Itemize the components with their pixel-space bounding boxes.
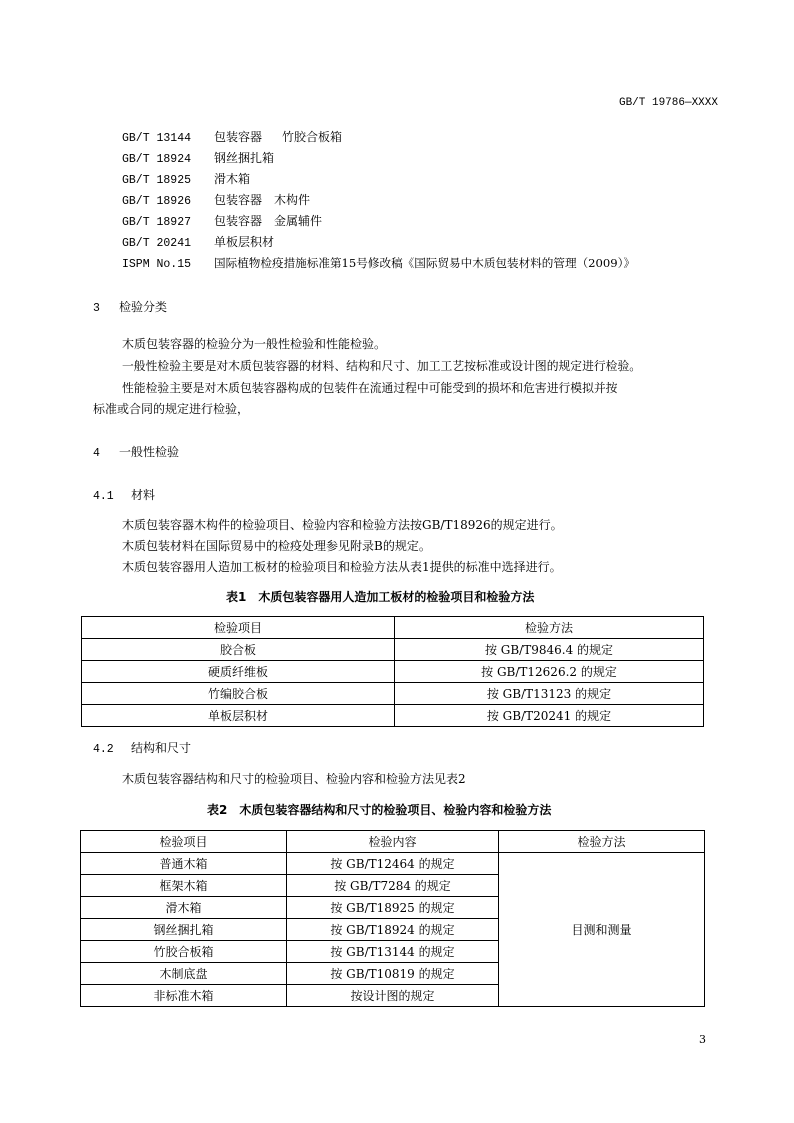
subsection-number: 4.2 bbox=[93, 743, 114, 756]
section-heading bbox=[93, 298, 167, 315]
paragraph: 木质包装容器用人造加工板材的检验项目和检验方法从表1提供的标准中选择进行。 bbox=[122, 560, 562, 574]
standard-code: ISPM No.15 bbox=[122, 258, 192, 271]
table-cell: 按 GB/T13144 的规定 bbox=[287, 941, 499, 963]
table-cell: 木制底盘 bbox=[81, 963, 287, 985]
table-cell: 胶合板 bbox=[82, 639, 395, 661]
section-title: 检验分类 bbox=[119, 300, 168, 314]
table-row bbox=[82, 683, 704, 705]
table-cell: 滑木箱 bbox=[81, 897, 287, 919]
paragraph: 一般性检验主要是对木质包装容器的材料、结构和尺寸、加工工艺按标准或设计图的规定进行检验。 bbox=[122, 359, 642, 373]
standard-code: GB/T 18924 bbox=[122, 153, 192, 166]
standard-item bbox=[122, 214, 322, 230]
standard-item bbox=[122, 193, 310, 209]
section-number: 3 bbox=[93, 302, 100, 315]
standard-code: GB/T 18925 bbox=[122, 174, 192, 187]
table-cell: 非标准木箱 bbox=[81, 985, 287, 1007]
standard-subtitle: 竹胶合板箱 bbox=[282, 130, 343, 144]
table-cell: 按 GB/T9846.4 的规定 bbox=[395, 639, 704, 661]
standard-code: GB/T 18927 bbox=[122, 216, 192, 229]
table-cell: 按 GB/T12626.2 的规定 bbox=[395, 661, 704, 683]
table-cell: 按 GB/T13123 的规定 bbox=[395, 683, 704, 705]
standard-code: GB/T 18926 bbox=[122, 195, 192, 208]
subsection-title: 材料 bbox=[131, 488, 156, 502]
paragraph: 木质包装材料在国际贸易中的检疫处理参见附录B的规定。 bbox=[122, 539, 431, 553]
table2 bbox=[80, 830, 705, 1007]
standard-code: GB/T 13144 bbox=[122, 132, 192, 145]
standard-code: GB/T 20241 bbox=[122, 237, 192, 250]
paragraph: 性能检验主要是对木质包装容器构成的包装件在流通过程中可能受到的损坏和危害进行模拟并按 bbox=[122, 381, 618, 395]
standard-title: 单板层积材 bbox=[214, 235, 275, 249]
standard-title: 包装容器 bbox=[214, 193, 263, 207]
table1-caption: 表1 木质包装容器用人造加工板材的检验项目和检验方法 bbox=[226, 590, 535, 604]
table-cell: 按 GB/T10819 的规定 bbox=[287, 963, 499, 985]
table-header-cell: 检验方法 bbox=[395, 617, 704, 639]
table-header-cell: 检验方法 bbox=[499, 831, 705, 853]
section-number: 4 bbox=[93, 447, 100, 460]
standard-title: 包装容器 bbox=[214, 214, 263, 228]
paragraph: 木质包装容器结构和尺寸的检验项目、检验内容和检验方法见表2 bbox=[122, 772, 466, 786]
table-cell: 竹编胶合板 bbox=[82, 683, 395, 705]
table-row bbox=[82, 639, 704, 661]
table-row bbox=[82, 661, 704, 683]
standard-item bbox=[122, 235, 274, 251]
table-cell: 单板层积材 bbox=[82, 705, 395, 727]
table1 bbox=[81, 616, 704, 727]
table-cell: 按 GB/T12464 的规定 bbox=[287, 853, 499, 875]
standard-title: 包装容器 bbox=[214, 130, 263, 144]
standard-title: 国际植物检疫措施标准第15号修改稿《国际贸易中木质包装材料的管理（2009）》 bbox=[214, 256, 636, 270]
paragraph: 木质包装容器木构件的检验项目、检验内容和检验方法按GB/T18926的规定进行。 bbox=[122, 518, 563, 532]
table-row bbox=[81, 853, 705, 875]
table-header-cell: 检验内容 bbox=[287, 831, 499, 853]
standard-item bbox=[122, 256, 635, 272]
table-header-cell: 检验项目 bbox=[81, 831, 287, 853]
table-cell: 硬质纤维板 bbox=[82, 661, 395, 683]
table-cell: 按设计图的规定 bbox=[287, 985, 499, 1007]
standard-subtitle: 木构件 bbox=[274, 193, 311, 207]
paragraph: 木质包装容器的检验分为一般性检验和性能检验。 bbox=[122, 337, 387, 351]
table-row bbox=[82, 705, 704, 727]
section-heading bbox=[93, 443, 179, 460]
standard-item bbox=[122, 151, 274, 167]
table-cell: 按 GB/T20241 的规定 bbox=[395, 705, 704, 727]
paragraph-continuation: 标准或合同的规定进行检验， bbox=[93, 402, 250, 416]
subsection-heading bbox=[93, 739, 191, 756]
section-title: 一般性检验 bbox=[119, 445, 180, 459]
table-cell: 框架木箱 bbox=[81, 875, 287, 897]
standard-item bbox=[122, 172, 250, 188]
table-cell: 普通木箱 bbox=[81, 853, 287, 875]
standard-subtitle: 金属辅件 bbox=[274, 214, 323, 228]
table-header-row bbox=[81, 831, 705, 853]
subsection-title: 结构和尺寸 bbox=[131, 741, 192, 755]
table2-caption: 表2 木质包装容器结构和尺寸的检验项目、检验内容和检验方法 bbox=[207, 803, 552, 817]
table-header-row bbox=[82, 617, 704, 639]
subsection-number: 4.1 bbox=[93, 490, 114, 503]
standard-title: 钢丝捆扎箱 bbox=[214, 151, 275, 165]
standard-item bbox=[122, 130, 342, 146]
header-code: GB/T 19786—XXXX bbox=[618, 97, 718, 109]
table-cell: 钢丝捆扎箱 bbox=[81, 919, 287, 941]
table-cell: 竹胶合板箱 bbox=[81, 941, 287, 963]
table-cell: 按 GB/T18924 的规定 bbox=[287, 919, 499, 941]
table-merged-cell: 目测和测量 bbox=[499, 853, 705, 1007]
table-header-cell: 检验项目 bbox=[82, 617, 395, 639]
page-number: 3 bbox=[699, 1033, 706, 1046]
table-cell: 按 GB/T7284 的规定 bbox=[287, 875, 499, 897]
subsection-heading bbox=[93, 486, 155, 503]
standard-title: 滑木箱 bbox=[214, 172, 251, 186]
table-cell: 按 GB/T18925 的规定 bbox=[287, 897, 499, 919]
